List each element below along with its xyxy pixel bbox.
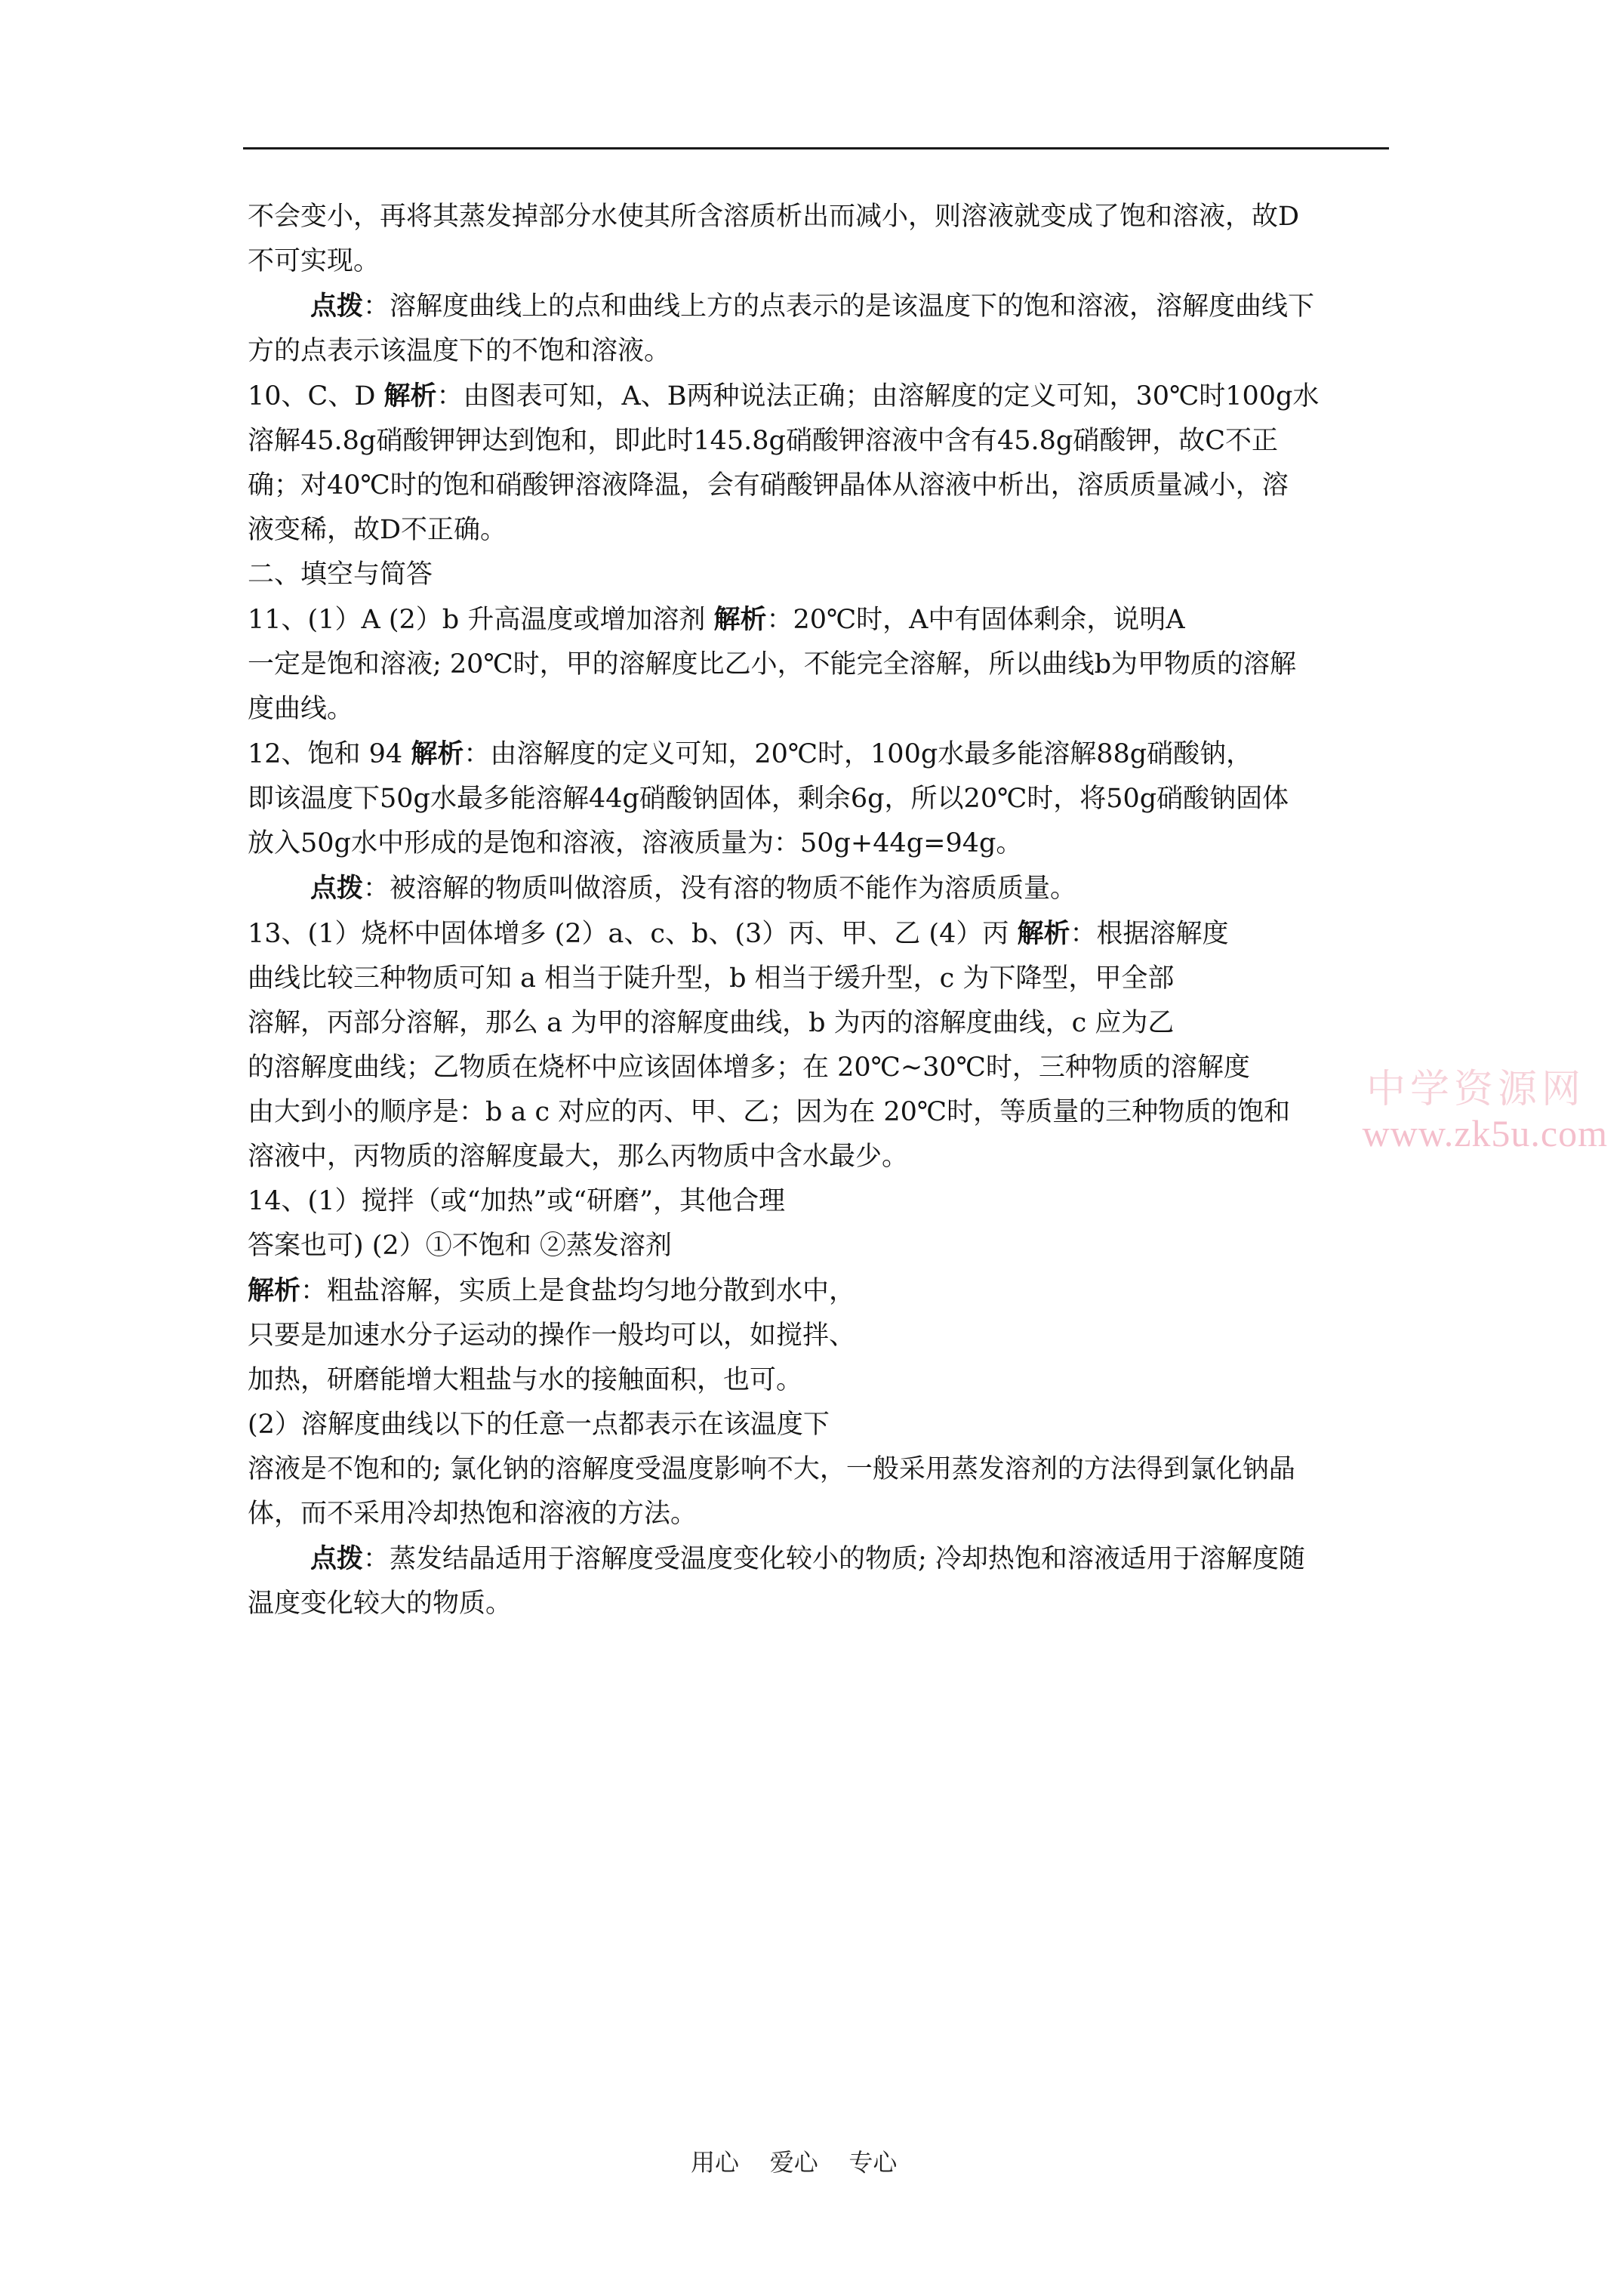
q11-line1: 11、(1）A (2）b 升高温度或增加溶剂 解析：20℃时，A中有固体剩余，说明A <box>248 604 1185 635</box>
tip2-line1: 点拨：被溶解的物质叫做溶质，没有溶的物质不能作为溶质质量。 <box>310 873 1077 904</box>
q12-line1: 12、饱和 94 解析：由溶解度的定义可知，20℃时，100g水最多能溶解88g硝酸钠， <box>248 738 1253 769</box>
q14-line6: (2）溶解度曲线以下的任意一点都表示在该温度下 <box>248 1410 830 1440</box>
page-footer: 用心 爱心 专心 <box>691 2148 898 2177</box>
q12-label: 解析 <box>411 738 464 769</box>
q10-label: 解析 <box>383 381 437 411</box>
q14-line3: 解析：粗盐溶解，实质上是食盐均匀地分散到水中， <box>248 1275 856 1306</box>
tip1-label: 点拨 <box>310 291 364 322</box>
document-body <box>248 195 1395 1626</box>
tip1-line2: 方的点表示该温度下的不饱和溶液。 <box>248 336 671 366</box>
tip1-line1: 点拨：溶解度曲线上的点和曲线上方的点表示的是该温度下的饱和溶液，溶解度曲线下 <box>310 291 1315 322</box>
q13-line4: 的溶解度曲线；乙物质在烧杯中应该固体增多；在 20℃~30℃时，三种物质的溶解度 <box>248 1052 1250 1083</box>
q14-label: 解析 <box>248 1275 301 1306</box>
tip3-line2: 温度变化较大的物质。 <box>248 1589 513 1619</box>
q10-line1: 10、C、D 解析：由图表可知，A、B两种说法正确；由溶解度的定义可知，30℃时100g水 <box>248 381 1320 411</box>
q14-line5: 加热，研磨能增大粗盐与水的接触面积，也可。 <box>248 1365 803 1395</box>
q11-line3: 度曲线。 <box>248 694 354 724</box>
q11-label: 解析 <box>713 604 767 635</box>
q14-line8: 体，而不采用冷却热饱和溶液的方法。 <box>248 1499 698 1529</box>
q10-line4: 液变稀，故D不正确。 <box>248 515 507 545</box>
tip3-line1: 点拨：蒸发结晶适用于溶解度受温度变化较小的物质; 冷却热饱和溶液适用于溶解度随 <box>310 1543 1305 1574</box>
q12-line2: 即该温度下50g水最多能溶解44g硝酸钠固体，剩余6g，所以20℃时，将50g硝酸钠固体 <box>248 784 1289 814</box>
q12-line3: 放入50g水中形成的是饱和溶液，溶液质量为：50g+44g=94g。 <box>248 828 1023 858</box>
q10-line2: 溶解45.8g硝酸钾钾达到饱和，即此时145.8g硝酸钾溶液中含有45.8g硝酸钾，故C不正 <box>248 426 1279 456</box>
para1-line2: 不可实现。 <box>248 246 380 276</box>
q10-line3: 确；对40℃时的饱和硝酸钾溶液降温，会有硝酸钾晶体从溶液中析出，溶质质量减小，溶 <box>248 470 1289 501</box>
header-rule <box>243 147 1389 149</box>
q13-line6: 溶液中，丙物质的溶解度最大，那么丙物质中含水最少。 <box>248 1142 909 1172</box>
q13-line5: 由大到小的顺序是：b a c 对应的丙、甲、乙；因为在 20℃时，等质量的三种物质的饱和 <box>248 1097 1291 1127</box>
q13-line1: 13、(1）烧杯中固体增多 (2）a、c、b、(3）丙、甲、乙 (4）丙 解析：根据溶解度 <box>248 918 1229 949</box>
q14-line2: 答案也可) (2）①不饱和 ②蒸发溶剂 <box>248 1231 672 1261</box>
para1-line1: 不会变小，再将其蒸发掉部分水使其所含溶质析出而减小，则溶液就变成了饱和溶液，故D <box>248 202 1300 232</box>
q14-line1: 14、(1）搅拌（或“加热”或“研磨”，其他合理 <box>248 1186 786 1216</box>
q11-line2: 一定是饱和溶液; 20℃时，甲的溶解度比乙小，不能完全溶解，所以曲线b为甲物质的溶解 <box>248 649 1297 680</box>
tip2-label: 点拨 <box>310 873 364 904</box>
q13-label: 解析 <box>1017 918 1070 949</box>
watermark-url: www.zk5u.com <box>1362 1112 1608 1154</box>
watermark-text-cn: 中学资源网 <box>1366 1068 1585 1111</box>
section2-title: 二、填空与简答 <box>248 559 433 590</box>
q14-line4: 只要是加速水分子运动的操作一般均可以，如搅拌、 <box>248 1321 856 1351</box>
q13-line2: 曲线比较三种物质可知 a 相当于陡升型，b 相当于缓升型，c 为下降型，甲全部 <box>248 963 1175 994</box>
q14-line7: 溶液是不饱和的; 氯化钠的溶解度受温度影响不大，一般采用蒸发溶剂的方法得到氯化钠晶 <box>248 1454 1295 1484</box>
tip3-label: 点拨 <box>310 1543 364 1574</box>
q13-line3: 溶解，丙部分溶解，那么 a 为甲的溶解度曲线，b 为丙的溶解度曲线，c 应为乙 <box>248 1008 1175 1038</box>
